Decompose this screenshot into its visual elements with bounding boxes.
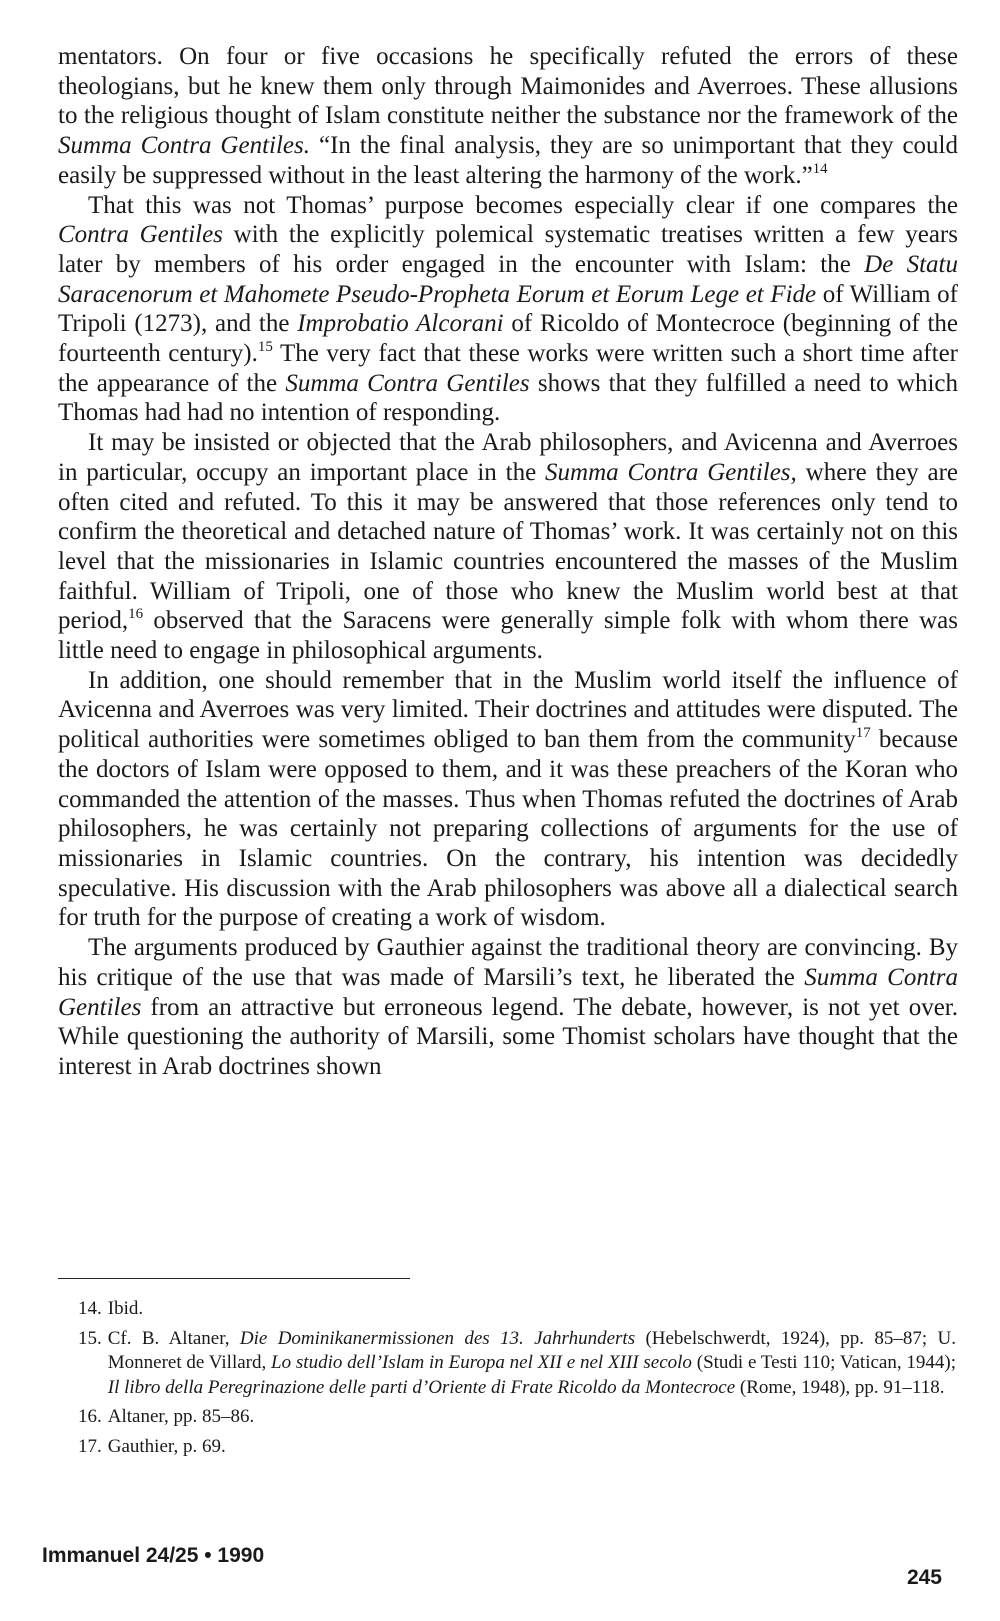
footnote-text <box>108 1327 956 1401</box>
text-run: Cf. B. Altaner, <box>107 1327 240 1349</box>
text-run: of William of Tripoli (1273), and the <box>58 280 959 338</box>
text-run: of Ricoldo of Montecroce (beginning of the fourteenth century). <box>58 310 959 368</box>
text-run: because the doctors of Islam were opposed to them, and it was these preachers of the Koran who commanded the attention of the masses. Thus when Thomas refuted the doctrines of Arab philosophers, he was certainly not preparing collections of arguments for the use of missionaries in Islamic countries. On the contrary, his intention was decidedly speculative. His discussion with the Arab philosophers was above all a dialectical search for truth for the purpose of creating a work of wisdom. <box>58 726 958 932</box>
paragraph-3 <box>58 428 958 666</box>
text-run: with the explicitly polemical systematic treatises written a few years later by members of his order engaged in the encounter with Islam: the <box>58 221 958 278</box>
text-run: (Hebelschwerdt, 1924), pp. 85–87; U. Monneret de Villard, <box>107 1327 956 1374</box>
text-run: mentators. On four or five occasions he specifically refuted the errors of these theologians, but he knew them only through Maimonides and Averroes. These allusions to the religious thought of Islam constitute neither the substance nor the framework of the <box>58 43 958 130</box>
footnote-text: Ibid. <box>107 1298 144 1319</box>
text-run: The arguments produced by Gauthier against the traditional theory are convincing. By his critique of the use that was made of Marsili’s text, he liberated the <box>58 934 958 991</box>
text-run: The very fact that these works were written such a short time after the appearance of the <box>58 340 958 397</box>
text-run: observed that the Saracens were generally simple folk with whom there was little need to engage in philosophical arguments. <box>58 607 958 665</box>
footnote-number: 14. <box>78 1298 102 1319</box>
italic-title: Summa Contra Gentiles, <box>545 458 797 486</box>
italic-title: Improbatio Alcorani <box>297 310 504 338</box>
body-text <box>58 42 958 1082</box>
footnote-text: Gauthier, p. 69. <box>107 1435 226 1457</box>
footnote-14 <box>78 1297 956 1322</box>
italic-title: Il libro della Peregrinazione delle parti d’Oriente di Frate Ricoldo da Montecroce <box>107 1376 736 1398</box>
italic-title: Summa Contra Gentiles. <box>58 132 310 160</box>
journal-citation: Immanuel 24/25 • 1990 <box>42 1544 265 1567</box>
footnote-15 <box>78 1327 956 1401</box>
page-number: 245 <box>906 1566 942 1589</box>
article-body <box>58 42 958 1082</box>
text-run: It may be insisted or objected that the Arab philosophers, and Avicenna and Averroes in particular, occupy an important place in the <box>58 429 958 486</box>
footnote-16 <box>78 1405 956 1430</box>
footnote-divider <box>58 1278 410 1279</box>
footnote-text: Altaner, pp. 85–86. <box>107 1406 255 1428</box>
text-run: from an attractive but erroneous legend. The debate, however, is not yet over. While questioning the authority of Marsili, some Thomist scholars have thought that the interest in Arab doctrines shown <box>58 993 958 1080</box>
paragraph-2 <box>58 191 958 429</box>
text-run: (Studi e Testi 110; Vatican, 1944); <box>691 1352 957 1374</box>
footnote-ref-16[interactable]: 16 <box>128 606 144 623</box>
footnote-ref-14[interactable]: 14 <box>812 160 828 177</box>
footnote-17 <box>78 1435 956 1460</box>
italic-title: Summa Contra Gentiles <box>285 369 530 397</box>
text-run: shows that they fulfilled a need to which Thomas had had no intention of responding. <box>58 369 958 427</box>
text-run: where they are often cited and refuted. To this it may be answered that those references only tend to confirm the theoretical and detached nature of Thomas’ work. It was certainly not on this level that the missionaries in Islamic countries encountered the masses of the Muslim faithful. William of Tripoli, one of those who knew the Muslim world best at that period, <box>58 458 958 635</box>
text-run: In addition, one should remember that in the Muslim world itself the influence of Avicenna and Averroes was very limited. Their doctrines and attitudes were disputed. The political authorities were sometimes obliged to ban them from the community <box>58 666 958 754</box>
italic-title: De Statu Saracenorum et Mahomete Pseudo-Propheta Eorum et Eorum Lege et Fide <box>58 250 958 308</box>
italic-title: Contra Gentiles <box>58 221 223 249</box>
paragraph-5 <box>58 933 958 1082</box>
footnotes <box>78 1297 956 1460</box>
footnote-ref-15[interactable]: 15 <box>257 339 273 356</box>
paragraph-1 <box>58 42 958 191</box>
text-run: (Rome, 1948), pp. 91–118. <box>735 1376 945 1398</box>
text-run: “In the final analysis, they are so unimportant that they could easily be suppressed without in the least altering the harmony of the work.” <box>58 132 958 189</box>
footnote-number: 17. <box>78 1435 102 1457</box>
footnote-number: 15. <box>78 1327 102 1349</box>
italic-title: Lo studio dell’Islam in Europa nel XII e nel XIII secolo <box>271 1352 692 1374</box>
footnote-number: 16. <box>78 1406 102 1428</box>
text-run: That this was not Thomas’ purpose becomes especially clear if one compares the <box>88 191 958 219</box>
paragraph-4 <box>58 666 958 933</box>
footnote-ref-17[interactable]: 17 <box>855 725 871 742</box>
italic-title: Summa Contra Gentiles <box>58 963 958 1021</box>
italic-title: Die Dominikanermissionen des 13. Jahrhunderts <box>239 1327 636 1349</box>
